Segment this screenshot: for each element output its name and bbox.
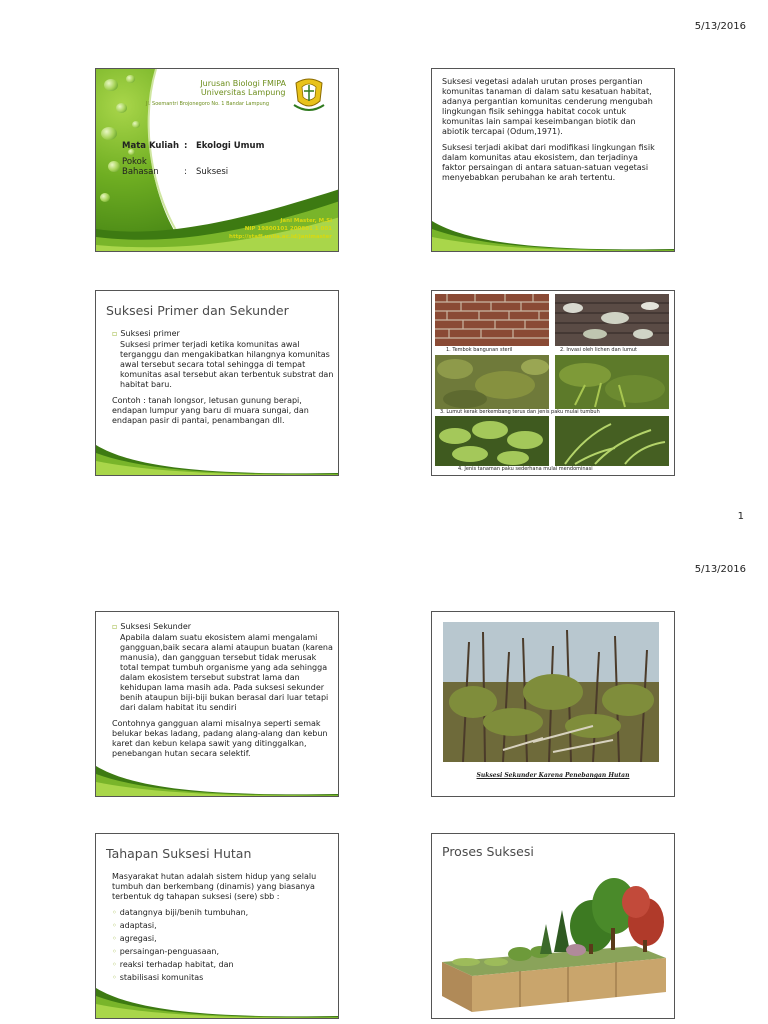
slide-definition: [431, 68, 675, 252]
slide-heading: Suksesi Primer dan Sekunder: [106, 303, 289, 318]
water-drop-icon: [116, 103, 127, 113]
list-item: ◦ adaptasi,: [112, 921, 157, 930]
slide-process: [431, 833, 675, 1019]
water-drop-icon: [104, 79, 118, 91]
water-drop-icon: [108, 161, 120, 172]
course-row: Mata Kuliah : Ekologi Umum: [122, 141, 265, 151]
list-item: ◦ persaingan-penguasaan,: [112, 947, 220, 956]
date-label-top: 5/13/2016: [694, 21, 746, 32]
bullet-icon: ◦: [112, 921, 117, 930]
bullet-icon: ◦: [112, 908, 117, 917]
slide-stages: [95, 833, 339, 1019]
succession-illustration: [436, 866, 670, 1014]
list-item: ◦ stabilisasi komunitas: [112, 973, 204, 982]
list-item: ◦ datangnya biji/benih tumbuhan,: [112, 908, 249, 917]
photo-caption-2: 2. Invasi oleh lichen dan lumut: [560, 347, 637, 353]
slide-heading: Tahapan Suksesi Hutan: [106, 846, 252, 861]
photo-caption-3: 3. Lumut kerak berkembang terus dan jenis paku mulai tumbuh: [440, 409, 600, 415]
photo-ferns-left: [435, 416, 549, 466]
page-number: 1: [737, 511, 744, 522]
photo-ferns-right: [555, 416, 669, 466]
photo-brick-wall: [435, 294, 549, 346]
secondary-succession-text: ▫ Suksesi Sekunder Apabila dalam suatu ekosistem alami mengalami gangguan,baik secara alami ataupun buatan (karena manusia), dan gangguan tersebut tidak merusak total tempat tumbuh organisme yang ada sehingga dalam ekosistem tersebut substrat lama dan kehidupan lama masih ada. Pada suksesi sekunder benih ataupun biji-biji bukan berasal dari luar tetapi dari dalam habitat itu sendiri Contohnya gangguan alami misalnya seperti semak belukar bekas ladang, padang alang-alang dan kebun karet dan kebun kelapa sawit yang ditinggalkan, penebangan hutan secara selektif.: [112, 622, 333, 758]
photo-logged-forest: [443, 622, 659, 762]
bullet-icon: ◦: [112, 934, 117, 943]
slide-photo-grid: [431, 290, 675, 476]
slide-heading: Proses Suksesi: [442, 844, 534, 859]
photo-caption-4: 4. Jenis tanaman paku sederhana mulai mendominasi: [458, 466, 593, 472]
slide-secondary-succession: [95, 611, 339, 797]
water-drop-icon: [100, 193, 110, 202]
definition-text: Suksesi vegetasi adalah urutan proses pergantian komunitas tanaman di dalam satu kesatuan habitat, adanya pergantian komunitas cenderung mengubah lingkungan fisik sehingga habitat cocok untuk komunitas lain sampai keseimbangan biotik dan abiotik tercapai (Odum,1971). Suksesi terjadi akibat dari modifikasi lingkungan fisik dalam komunitas atau ekosistem, dan terjadinya faktor persaingan di antara satuan-satuan vegetasi menyebabkan perubahan ke arah tertentu.: [442, 77, 655, 182]
university-logo-icon: [292, 75, 326, 113]
date-label-second: 5/13/2016: [694, 564, 746, 575]
photo-caption: Suksesi Sekunder Karena Penebangan Hutan: [476, 772, 630, 779]
photo-moss-fern: [555, 355, 669, 409]
author-info: Jani Master, M.Si NIP 19800101 200801 1 001 http://staff.unila.ac.id/janimaster: [229, 218, 332, 240]
slide-logged-forest: [431, 611, 675, 797]
water-drop-icon: [101, 127, 117, 140]
water-drop-icon: [126, 75, 135, 83]
list-item: ◦ reaksi terhadap habitat, dan: [112, 960, 234, 969]
bullet-icon: ◦: [112, 960, 117, 969]
bullet-icon: ◦: [112, 947, 117, 956]
university-name: Jurusan Biologi FMIPA Universitas Lampung: [200, 79, 286, 97]
green-swoosh-decoration: [432, 215, 674, 251]
stages-text: Masyarakat hutan adalah sistem hidup yang selalu tumbuh dan berkembang (dinamis) yang biasanya terbentuk dg tahapan suksesi (sere) sbb : ◦ datangnya biji/benih tumbuhan, ◦ adaptasi, ◦ agregasi, ◦ persaingan-penguasaan, ◦ reaksi terhadap habitat, dan ◦ stabilisasi komunitas: [112, 872, 334, 986]
green-swoosh-decoration: [96, 439, 338, 475]
photo-caption-1: 1. Tembok bangunan steril: [446, 347, 513, 353]
topic-row: Pokok Bahasan : Suksesi: [122, 157, 229, 177]
primary-succession-text: ▫ Suksesi primer Suksesi primer terjadi ketika komunitas awal terganggu dan mengakibatkan hilangnya komunitas awal tersebut secara total sehingga di tempat komunitas asal tersebut akan terbentuk substrat dan habitat baru. Contoh : tanah longsor, letusan gunung berapi, endapan lumpur yang baru di muara sungai, dan endapan pasir di pantai, penambangan dll.: [112, 329, 334, 425]
green-swoosh-decoration: [96, 982, 338, 1018]
photo-lichen-wall: [555, 294, 669, 346]
bullet-icon: ◦: [112, 973, 117, 982]
water-drop-icon: [132, 121, 140, 128]
university-address: Jl. Soemantri Brojonegoro No. 1 Bandar Lampung: [146, 101, 270, 107]
slide-title: [95, 68, 339, 252]
photo-moss-wall: [435, 355, 549, 409]
green-swoosh-decoration: [96, 760, 338, 796]
slide-primary-succession: [95, 290, 339, 476]
stages-list: [112, 908, 334, 983]
list-item: ◦ agregasi,: [112, 934, 157, 943]
bullet-icon: ▫: [112, 622, 118, 631]
bullet-icon: ▫: [112, 329, 118, 338]
